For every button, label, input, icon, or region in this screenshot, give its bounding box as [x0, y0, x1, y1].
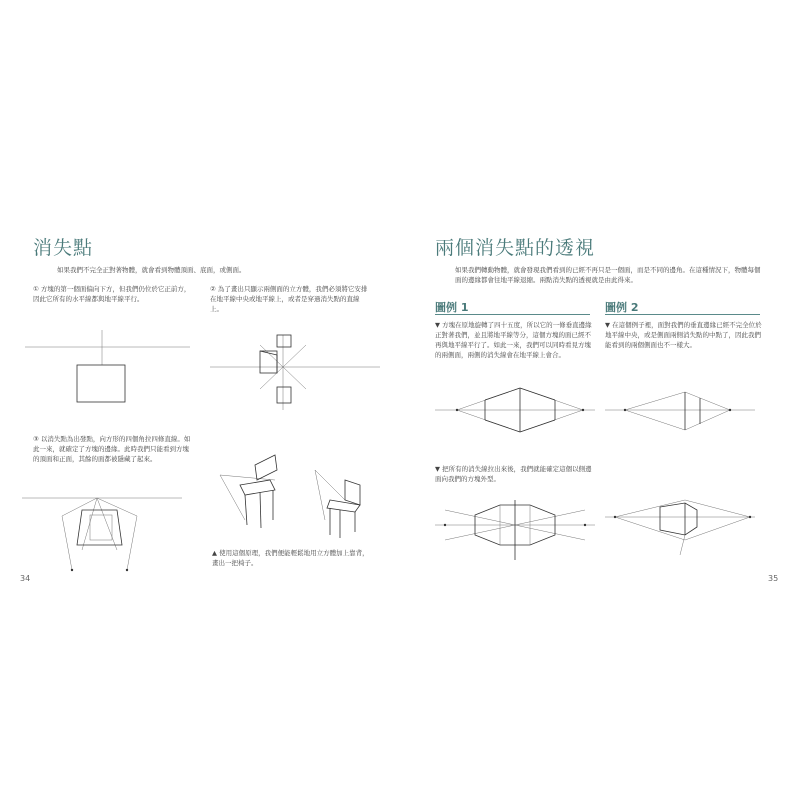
- step-3-text: ③ 以消失點為出發點，向方形的四個角拉四條直線。如此一來，就確定了方塊的邊緣。此時我們只能看到方塊的頂面和正面，其餘的面都被隱藏了起來。: [33, 435, 191, 463]
- stacked-cubes-figure: [210, 335, 380, 410]
- figure-2-rule: [605, 314, 760, 315]
- step-2-text: ② 為了畫出只顯示兩側面的立方體，我們必須將它安排在地平線中央或地平線上，或者是穿過消失點的直線上。: [210, 285, 368, 313]
- vanishing-box-figure: [22, 470, 182, 575]
- two-point-asymmetric-figure: [605, 380, 755, 440]
- right-page-title: 兩個消失點的透視: [435, 237, 596, 259]
- figure-2-title: 圖例 2: [605, 301, 639, 314]
- frontal-box-figure: [25, 330, 190, 420]
- box-vanishing-lines-figure: [435, 495, 595, 565]
- two-point-symmetric-figure: [435, 380, 595, 440]
- page-number-right: 35: [768, 574, 779, 583]
- figure-1-title: 圖例 1: [435, 301, 469, 314]
- right-page: [400, 0, 800, 800]
- asymmetric-box-figure: [605, 495, 755, 565]
- right-intro: 如果我們轉動物體，就會發現我們看到的已經不再只是一個面，而是不同的邊角。在這種情況下，物體每個面的邊緣都會往地平線退縮。兩點消失點的透視就是由此得來。: [455, 266, 761, 284]
- figure-1-text: ▼ 方塊在原地旋轉了四十五度，所以它的一條垂直邊緣正對著我們，並且將地平線等分，這個方塊的面已經不再與地平線平行了。如此一來，我們可以同時看見方塊的兩側面，兩側的消失線會在地平線上會合。: [435, 321, 592, 359]
- chair-caption: ▲ 使用這個原理，我們便能輕鬆地用立方體加上靠背，畫出一把椅子。: [212, 549, 369, 567]
- figure-3-text: ▼ 把所有的消失線拉出來後，我們就能確定這個以側邊面向我們的方塊外型。: [435, 465, 592, 483]
- step-1-text: ① 方塊的第一個面偏向下方，但我們仍位於它正前方，因此它所有的水平線都與地平線平行。: [33, 285, 191, 303]
- left-page-title: 消失點: [33, 237, 94, 259]
- figure-2-text: ▼ 在這個例子裡，面對我們的垂直邊緣已經不完全位於地平線中央，或是側面兩側消失點的中點了，因此我們能看到的兩個側面也不一樣大。: [605, 321, 762, 349]
- figure-1-rule: [435, 314, 590, 315]
- left-intro: 如果我們不完全正對著物體，就會看到物體頂面、底面，或側面。: [57, 266, 246, 274]
- page-number-left: 34: [20, 574, 31, 583]
- chair-sketches-figure: [215, 440, 375, 540]
